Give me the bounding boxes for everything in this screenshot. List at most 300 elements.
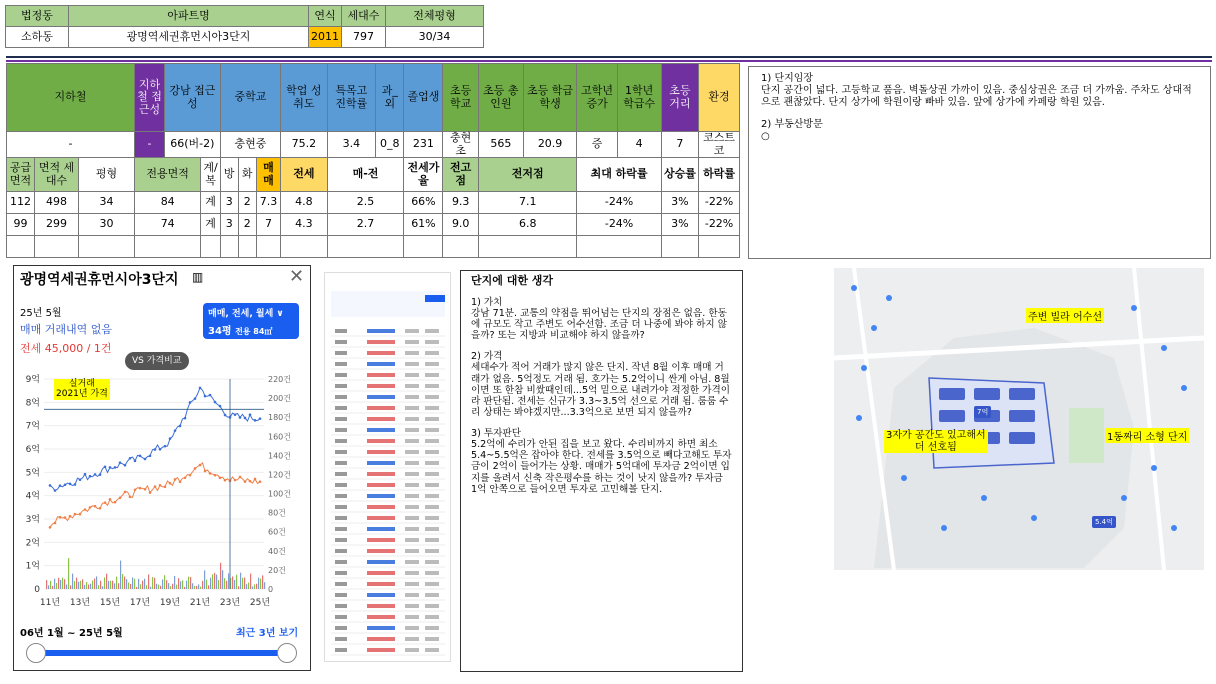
series-point-전세 — [129, 496, 132, 499]
y-tick-label: 1억 — [25, 561, 40, 572]
volume-bar — [128, 582, 129, 589]
thumb-cell — [425, 472, 439, 476]
thumb-cell — [405, 516, 419, 520]
series-point-매매 — [89, 475, 92, 478]
thumb-cell — [405, 428, 419, 432]
volume-bar — [62, 578, 63, 589]
volume-bar — [78, 582, 79, 589]
thumb-cell — [425, 549, 439, 553]
app-title: 광명역세권휴먼시아3단지 — [20, 272, 179, 288]
hdr-subway: 지하철 — [7, 64, 135, 132]
volume-bar — [228, 573, 229, 589]
thumb-cell — [367, 439, 395, 443]
thumb-cell — [425, 538, 439, 542]
volume-bar — [140, 584, 141, 589]
thumb-cell — [405, 373, 419, 377]
series-point-전세 — [64, 516, 67, 519]
x-tick-label: 21년 — [189, 598, 211, 608]
ph-pyeong: 평형 — [79, 158, 135, 192]
volume-bar — [94, 579, 95, 589]
y2-tick-label: 220건 — [268, 375, 291, 384]
r2-jeonse: 4.3 — [281, 214, 327, 236]
series-point-전세 — [69, 515, 72, 518]
r1-room: 3 — [220, 192, 238, 214]
val-special: 3.4 — [327, 132, 376, 158]
y2-tick-label: 160건 — [268, 432, 291, 442]
volume-bar — [134, 579, 135, 589]
series-point-전세 — [104, 501, 107, 504]
analysis-s1: 1) 가치 — [471, 296, 503, 308]
thumb-cell — [335, 549, 347, 553]
thumb-cell — [425, 494, 439, 498]
series-point-전세 — [174, 478, 177, 481]
map-label-villa: 주변 빌라 어수선 — [1026, 308, 1104, 323]
val-tutor: 0_8 — [376, 132, 404, 158]
series-point-매매 — [134, 460, 137, 463]
volume-bar — [238, 586, 239, 589]
volume-bar — [56, 583, 57, 589]
thumb-cell — [335, 406, 347, 410]
series-point-전세 — [169, 482, 172, 485]
thumb-cell — [425, 417, 439, 421]
thumb-cell — [335, 450, 347, 454]
y-tick-label: 2억 — [25, 538, 40, 549]
r1-maxdrop: -24% — [577, 192, 661, 214]
y-tick-label: 8억 — [25, 398, 40, 409]
poi-marker — [861, 365, 867, 371]
volume-bar — [122, 574, 123, 589]
empty-cell — [135, 236, 201, 258]
thumb-cell — [335, 373, 347, 377]
series-point-매매 — [209, 394, 212, 397]
volume-bar — [254, 584, 255, 589]
visit-notes — [748, 66, 1211, 259]
volume-bar — [52, 586, 53, 589]
volume-bar — [200, 587, 201, 589]
volume-bar — [68, 558, 69, 589]
series-point-매매 — [79, 478, 82, 481]
volume-bar — [116, 577, 117, 589]
thumb-cell — [367, 384, 395, 388]
poi-marker — [1161, 345, 1167, 351]
series-point-전세 — [134, 488, 137, 491]
thumb-cell — [367, 428, 395, 432]
r1-low: 7.1 — [479, 192, 577, 214]
thumb-cell — [367, 648, 395, 652]
series-point-매매 — [94, 473, 97, 476]
empty-cell — [577, 236, 661, 258]
val-elem: 충현초 — [443, 132, 479, 158]
hdr-subway-access: 지하철 접근성 — [135, 64, 165, 132]
series-point-매매 — [59, 484, 62, 487]
poi-marker — [851, 285, 857, 291]
filter-button[interactable] — [203, 303, 299, 339]
volume-bar — [188, 577, 189, 589]
series-point-전세 — [149, 491, 152, 494]
series-point-매매 — [249, 413, 252, 416]
close-icon[interactable]: ✕ — [289, 266, 305, 287]
volume-bar — [124, 577, 125, 589]
ph-drop: 하락률 — [699, 158, 740, 192]
series-point-매매 — [259, 417, 262, 420]
poi-marker — [1121, 495, 1127, 501]
empty-cell — [256, 236, 280, 258]
r2-ratio: 61% — [404, 214, 443, 236]
value-units: 797 — [342, 27, 386, 48]
thumb-cell — [425, 516, 439, 520]
notes-body-1: 단지 공간이 넓다. 고등학교 품음. 벽돌상권 가까이 있음. 중심상권은 조금 더 가까움. 주차도 상대적으로 괜찮았다. 단지 상가에 학원이랑 빠바 있음. 앞에 상가에 카페랑 학원 있음. — [761, 85, 1192, 108]
series-point-매매 — [64, 484, 67, 487]
thumb-cell — [335, 395, 347, 399]
volume-bar — [90, 584, 91, 589]
thumb-cell — [335, 538, 347, 542]
volume-bar — [150, 587, 151, 589]
series-point-전세 — [164, 486, 167, 489]
volume-bar — [46, 580, 47, 589]
series-point-매매 — [199, 387, 202, 390]
volume-bar — [196, 586, 197, 589]
volume-bar — [156, 584, 157, 589]
thumb-cell — [405, 461, 419, 465]
thumb-cell — [405, 472, 419, 476]
series-point-전세 — [244, 480, 247, 483]
thumb-cell — [367, 626, 395, 630]
series-point-전세 — [154, 485, 157, 488]
thumb-cell — [405, 604, 419, 608]
thumb-cell — [335, 384, 347, 388]
thumb-cell — [425, 384, 439, 388]
thumb-cell — [367, 351, 395, 355]
thumb-cell — [335, 648, 347, 652]
r2-sale: 7 — [256, 214, 280, 236]
map-image — [834, 268, 1204, 570]
map-price-tag-2[interactable]: 5.4억 — [1092, 516, 1116, 528]
map-label-preferred: 3자가 공간도 있고해서 더 선호됨 — [886, 430, 986, 453]
volume-bar — [262, 575, 263, 589]
volume-bar — [50, 581, 51, 589]
map-price-tag[interactable]: 7억 — [974, 406, 991, 418]
volume-bar — [222, 570, 223, 589]
analysis-s3: 3) 투자판단 — [471, 428, 521, 439]
volume-bar — [126, 579, 127, 589]
series-point-전세 — [119, 496, 122, 499]
y2-tick-label: 80건 — [268, 508, 286, 518]
thumb-cell — [335, 472, 347, 476]
r1-pyeong: 34 — [79, 192, 135, 214]
building-marker — [939, 388, 965, 400]
volume-bar — [264, 582, 265, 589]
empty-cell — [699, 236, 740, 258]
series-point-전세 — [74, 513, 77, 516]
volume-bar — [224, 578, 225, 589]
volume-bar — [176, 585, 177, 589]
thumb-cell — [367, 637, 395, 641]
thumb-cell — [335, 593, 347, 597]
r2-rise: 3% — [661, 214, 698, 236]
series-point-전세 — [139, 487, 142, 490]
series-point-매매 — [184, 417, 187, 420]
r1-gap: 2.5 — [327, 192, 404, 214]
value-year: 2011 — [309, 27, 342, 48]
r1-ratio: 66% — [404, 192, 443, 214]
volume-bar — [86, 582, 87, 589]
poi-marker — [941, 525, 947, 531]
thumb-cell — [367, 571, 395, 575]
divider-2 — [6, 60, 1212, 62]
thumb-cell — [425, 329, 439, 333]
app-sale-status: 매매 거래내역 없음 — [20, 323, 113, 336]
value-pyeong: 30/34 — [386, 27, 484, 48]
series-line-매매 — [50, 388, 260, 491]
thumb-cell — [425, 582, 439, 586]
thumb-cell — [335, 527, 347, 531]
ph-type: 계/복 — [201, 158, 220, 192]
hdr-upper: 고학년 증가 — [577, 64, 617, 132]
series-point-전세 — [84, 508, 87, 511]
volume-bar — [162, 579, 163, 589]
y2-tick-label: 120건 — [268, 470, 291, 480]
thumb-cell — [335, 637, 347, 641]
series-point-전세 — [54, 522, 57, 525]
poi-marker — [1131, 305, 1137, 311]
series-point-전세 — [89, 506, 92, 509]
thumb-cell — [405, 351, 419, 355]
value-apt: 광명역세권휴먼시아3단지 — [69, 27, 309, 48]
range-handle-end[interactable] — [277, 643, 297, 663]
thumb-button — [425, 295, 445, 302]
chart-annotation: 실거래 2021년 가격 — [56, 379, 108, 400]
hdr-elem-class: 초등 학급 학생 — [523, 64, 577, 132]
r2-room: 3 — [220, 214, 238, 236]
y2-tick-label: 180건 — [268, 413, 291, 423]
volume-bar — [48, 585, 49, 589]
volume-bar — [76, 578, 77, 589]
building-marker — [939, 410, 965, 422]
thumb-cell — [335, 505, 347, 509]
analysis-b3: 5.2억에 수리가 안된 집을 보고 왔다. 수리비까지 하면 최소 5.4~5.5억은 잡아야 한다. 전세를 3.5억으로 빼다고해도 투자금이 2억이 들어가는 상황. 매매가 5억대에 투자금 2억이면 입지를 올려서 신축 작은평수를 하는 것이 낫지 않을까? 투자금 1억 안쪽으로 들어오면 투자로 고민해볼 단지. — [471, 439, 732, 495]
poi-marker — [871, 325, 877, 331]
y2-tick-label: 100건 — [268, 489, 291, 499]
r1-jeonse: 4.8 — [281, 192, 327, 214]
empty-cell — [443, 236, 479, 258]
volume-bar — [184, 587, 185, 589]
building-marker — [1009, 410, 1035, 422]
thumb-cell — [335, 516, 347, 520]
thumb-cell — [405, 384, 419, 388]
thumb-cell — [335, 560, 347, 564]
volume-bar — [192, 583, 193, 589]
thumb-cell — [425, 351, 439, 355]
volume-bar — [104, 577, 105, 589]
x-tick-label: 17년 — [129, 598, 151, 608]
thumb-cell — [335, 582, 347, 586]
volume-bar — [84, 585, 85, 589]
series-point-매매 — [214, 401, 217, 404]
y2-tick-label: 0 — [268, 585, 274, 594]
thumb-cell — [425, 428, 439, 432]
recent-3y-link[interactable]: 최근 3년 보기 — [236, 628, 299, 639]
series-point-매매 — [204, 395, 207, 398]
thumb-cell — [367, 362, 395, 366]
r1-type: 계 — [201, 192, 220, 214]
thumb-cell — [367, 472, 395, 476]
app-date: 25년 5월 — [20, 308, 62, 319]
y-tick-label: 9억 — [25, 375, 40, 385]
volume-bar — [258, 578, 259, 589]
empty-cell — [35, 236, 79, 258]
building-marker — [974, 388, 1000, 400]
val-subway-access: - — [135, 132, 165, 158]
thumb-cell — [405, 648, 419, 652]
hdr-gangnam: 강남 접근성 — [165, 64, 221, 132]
analysis-notes — [460, 270, 743, 672]
thumb-cell — [335, 483, 347, 487]
volume-bar — [120, 561, 121, 589]
y-tick-label: 0 — [34, 585, 40, 595]
empty-cell — [79, 236, 135, 258]
volume-bar — [108, 581, 109, 589]
thumb-cell — [335, 494, 347, 498]
y-tick-label: 4억 — [25, 491, 40, 502]
r2-supply: 99 — [7, 214, 35, 236]
thumb-cell — [405, 406, 419, 410]
volume-bar — [164, 575, 165, 589]
volume-bar — [102, 586, 103, 589]
volume-bar — [180, 581, 181, 589]
thumb-cell — [335, 428, 347, 432]
thumb-cell — [367, 527, 395, 531]
range-slider-track[interactable] — [36, 650, 288, 656]
thumb-cell — [405, 439, 419, 443]
thumb-cell — [425, 406, 439, 410]
ph-sale: 매매 — [256, 158, 280, 192]
series-point-전세 — [49, 526, 52, 529]
hdr-first: 1학년 학급수 — [617, 64, 661, 132]
thumb-cell — [405, 395, 419, 399]
thumb-cell — [405, 362, 419, 366]
header-units: 세대수 — [342, 6, 386, 27]
thumb-cell — [425, 450, 439, 454]
thumb-cell — [335, 417, 347, 421]
app-jeonse-price: 전세 45,000 / 1건 — [20, 342, 112, 355]
thumb-cell — [367, 615, 395, 619]
thumb-cell — [367, 395, 395, 399]
series-point-매매 — [219, 405, 222, 408]
thumb-cell — [405, 615, 419, 619]
volume-bar — [106, 574, 107, 589]
series-point-매매 — [254, 419, 257, 422]
volume-bar — [260, 579, 261, 589]
thumb-cell — [367, 516, 395, 520]
series-point-전세 — [144, 488, 147, 491]
r2-gap: 2.7 — [327, 214, 404, 236]
filter-label: 매매, 전세, 월세 ∨ — [208, 309, 284, 319]
thumb-cell — [367, 329, 395, 333]
thumb-cell — [335, 439, 347, 443]
series-point-전세 — [114, 501, 117, 504]
val-first: 4 — [617, 132, 661, 158]
r1-units: 498 — [35, 192, 79, 214]
range-handle-start[interactable] — [26, 643, 46, 663]
series-point-매매 — [154, 448, 157, 451]
thumb-cell — [367, 582, 395, 586]
volume-bar — [170, 586, 171, 589]
volume-bar — [154, 578, 155, 589]
volume-bar — [148, 574, 149, 589]
thumb-cell — [405, 582, 419, 586]
series-point-전세 — [199, 464, 202, 467]
thumb-cell — [405, 593, 419, 597]
series-point-매매 — [84, 473, 87, 476]
empty-cell — [479, 236, 577, 258]
ph-maxdrop: 최대 하락률 — [577, 158, 661, 192]
thumb-cell — [405, 505, 419, 509]
thumb-cell — [405, 494, 419, 498]
y2-tick-label: 140건 — [268, 451, 291, 461]
volume-bar — [92, 580, 93, 589]
series-point-매매 — [179, 425, 182, 428]
series-point-매매 — [109, 466, 112, 469]
empty-cell — [220, 236, 238, 258]
volume-bar — [206, 580, 207, 589]
poi-marker — [1151, 465, 1157, 471]
y-tick-label: 5억 — [25, 468, 40, 479]
volume-bar — [202, 581, 203, 589]
series-point-전세 — [59, 516, 62, 519]
thumb-cell — [367, 549, 395, 553]
volume-bar — [64, 579, 65, 589]
volume-bar — [158, 585, 159, 589]
thumb-cell — [367, 560, 395, 564]
location-map[interactable] — [834, 268, 1204, 570]
series-point-매매 — [194, 397, 197, 400]
volume-bar — [82, 579, 83, 589]
volume-bar — [236, 575, 237, 589]
poi-marker — [856, 415, 862, 421]
series-point-매매 — [244, 417, 247, 420]
thumb-cell — [367, 340, 395, 344]
x-tick-label: 23년 — [219, 598, 241, 608]
hdr-tutor: 과_외 — [376, 64, 404, 132]
map-icon[interactable]: ▥ — [192, 270, 204, 284]
header-year: 연식 — [309, 6, 342, 27]
r1-drop: -22% — [699, 192, 740, 214]
series-point-전세 — [124, 491, 127, 494]
header-dong: 법정동 — [6, 6, 69, 27]
thumb-cell — [405, 538, 419, 542]
volume-bar — [152, 577, 153, 589]
r2-high: 9.0 — [443, 214, 479, 236]
volume-bar — [178, 578, 179, 589]
series-point-전세 — [239, 476, 242, 479]
series-point-전세 — [99, 507, 102, 510]
compare-button[interactable]: VS 가격비교 — [125, 352, 189, 370]
val-grad: 231 — [404, 132, 443, 158]
val-middle: 충현중 — [220, 132, 280, 158]
volume-bar — [144, 579, 145, 589]
thumb-cell — [367, 494, 395, 498]
header-apt: 아파트명 — [69, 6, 309, 27]
r1-supply: 112 — [7, 192, 35, 214]
r1-bath: 2 — [238, 192, 256, 214]
hdr-middle: 중학교 — [220, 64, 280, 132]
x-tick-label: 15년 — [99, 598, 121, 608]
ph-gap: 매-전 — [327, 158, 404, 192]
thumb-cell — [335, 461, 347, 465]
poi-marker — [1031, 515, 1037, 521]
volume-bar — [244, 578, 245, 589]
r2-units: 299 — [35, 214, 79, 236]
